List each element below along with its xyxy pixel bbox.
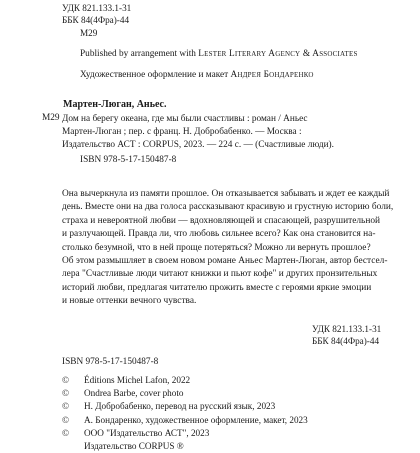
copyright-icon: © [62, 375, 69, 385]
author-sign-left: М29 [42, 113, 60, 123]
copyright-icon: © [62, 388, 69, 399]
biblio-line: Мартен-Люган ; пер. с франц. Н. Добробабенко. — Москва : [62, 127, 302, 137]
biblio-line: Дом на берегу океана, где мы были счастливы : роман / Аньес [62, 114, 308, 124]
copyright-text: Н. Добробабенко, перевод на русский язык, 2023 [84, 401, 276, 412]
copyright-icon: © [62, 401, 69, 412]
annotation-line: столько безумной, что в ней проще потеряться? Можно ли вернуть прошлое? [62, 242, 371, 253]
bbk-code: ББК 84(4Фра)-44 [62, 15, 130, 25]
copyright-entry [62, 387, 308, 400]
literary-agency-name: Lester Literary Agency & Associates [198, 49, 358, 59]
publication-notice [80, 49, 358, 59]
author-sign-top: М29 [80, 28, 98, 38]
copyright-text: А. Бондаренко, художественное оформление, макет, 2023 [84, 414, 308, 425]
copyright-list [62, 374, 308, 453]
annotation-line: и новые оттенки вечного чувства. [62, 296, 197, 307]
udk-code: УДК 821.133.1-31 [312, 324, 382, 334]
copyright-entry [62, 440, 308, 453]
biblio-line: Издательство АСТ : CORPUS, 2023. — 224 с. — (Счастливые люди). [62, 140, 334, 150]
annotation-line: историй любви, предлагая читателю прожить вместе с героями яркие эмоции [62, 282, 372, 293]
bbk-code: ББК 84(4Фра)-44 [312, 336, 380, 346]
bibliographic-record [62, 113, 414, 152]
annotation-line: Она вычеркнула из памяти прошлое. Он отказывается забывать и ждет ее каждый [62, 189, 390, 199]
publication-notice-prefix: Published by arrangement with [80, 49, 199, 59]
classification-codes-top [62, 2, 131, 26]
copyright-icon: © [62, 414, 69, 425]
copyright-text: Ondrea Barbe, cover photo [84, 388, 184, 399]
copyright-text: Издательство CORPUS ® [84, 441, 184, 452]
copyright-text: Éditions Michel Lafon, 2022 [84, 375, 191, 385]
annotation-line: день. Вместе они на два голоса рассказывают красивую и грустную историю боли, [62, 202, 394, 213]
copyright-entry [62, 400, 308, 413]
annotation-line: Об этом размышляет в своем новом романе Аньес Мартен-Люган, автор бестсел- [62, 256, 388, 267]
annotation-line: страха и невероятной любви — вдохновляющей и спасающей, разрушительной [62, 215, 381, 226]
classification-codes-bottom [312, 323, 381, 347]
isbn-top: ISBN 978-5-17-150487-8 [80, 155, 177, 165]
designer-name: Андрея Бондаренко [230, 70, 314, 80]
copyright-text: ООО "Издательство АСТ", 2023 [84, 427, 210, 438]
design-credit-prefix: Художественное оформление и макет [80, 70, 231, 80]
copyright-icon: © [62, 427, 69, 438]
isbn-bottom: ISBN 978-5-17-150487-8 [62, 357, 159, 367]
copyright-entry [62, 414, 308, 427]
author-heading: Мартен-Люган, Аньес. [63, 99, 167, 110]
design-credit [80, 70, 314, 80]
copyright-entry [62, 427, 308, 440]
copyright-entry [62, 374, 308, 387]
annotation-line: и разлучающей. Правда ли, что любовь сильнее всего? Как она становится на- [62, 229, 376, 240]
book-annotation [62, 188, 416, 309]
copyright-icon [62, 440, 84, 453]
udk-code: УДК 821.133.1-31 [62, 3, 132, 13]
annotation-line: лера "Счастливые люди читают книжки и пьют кофе" и других пронзительных [62, 269, 378, 280]
